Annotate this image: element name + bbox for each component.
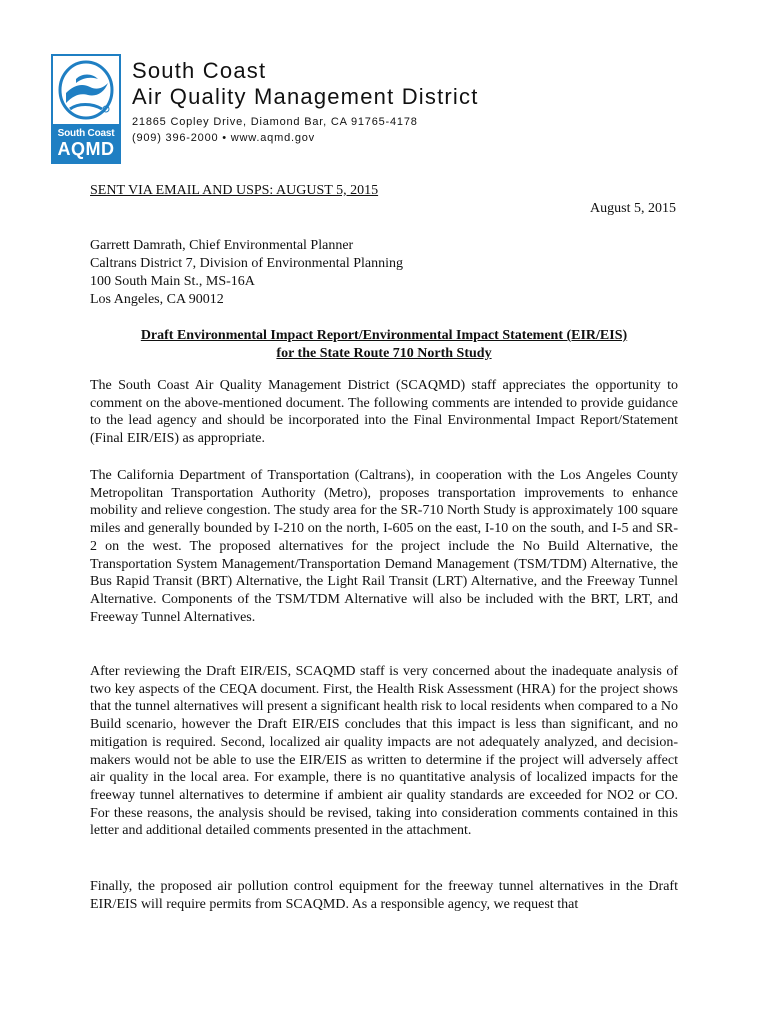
- body-paragraph: Finally, the proposed air pollution control equipment for the freeway tunnel alternatives in the Draft EIR/EIS will require permits from SCAQMD. As a responsible agency, we request that: [90, 879, 678, 912]
- logo-line2: AQMD: [57, 139, 115, 159]
- body-paragraph: After reviewing the Draft EIR/EIS, SCAQMD staff is very concerned about the inadequate analysis of two key aspects of the CEQA document. First, the Health Risk Assessment (HRA) for the project shows that the tunnel alternatives will present a significant health risk to local residents when compared to a No Build scenario, however the Draft EIR/EIS concludes that this impact is less than significant, and no mitigation is required. Second, localized air quality impacts are not adequately analyzed, and decision-makers would not be able to use the EIR/EIS as written to determine if the project will adversely affect air quality in the local area. For example, there is no quantitative analysis of localized impacts for the freeway tunnel alternatives to determine if ambient air quality standards are exceeded for NO2 or CO. For these reasons, the analysis should be revised, taking into consideration comments contained in this letter and additional detailed comments presented in the attachment.: [90, 664, 678, 839]
- org-name-line1: South Coast: [132, 58, 267, 83]
- org-block: [132, 58, 479, 146]
- letter-date: August 5, 2015: [590, 201, 676, 216]
- recipient-address: [90, 237, 403, 309]
- body-paragraph: The California Department of Transportation (Caltrans), in cooperation with the Los Angeles County Metropolitan Transportation Authority (Metro), proposes transportation improvements to enhance mobility and relieve congestion. The study area for the SR-710 North Study is approximately 100 square miles and generally bounded by I-210 on the north, I-605 on the east, I-10 on the south, and I-5 and SR-2 on the west. The proposed alternatives for the project include the No Build Alternative, the Transportation System Management/Transportation Demand Management (TSM/TDM) Alternative, the Bus Rapid Transit (BRT) Alternative, the Light Rail Transit (LRT) Alternative, and the Freeway Tunnel Alternative. Components of the TSM/TDM Alternative will also be included with the BRT, LRT, and Freeway Tunnel Alternatives.: [90, 468, 678, 625]
- logo-emblem: [51, 54, 121, 126]
- subject-line2: for the State Route 710 North Study: [276, 346, 492, 361]
- org-address: 21865 Copley Drive, Diamond Bar, CA 91765-4178: [132, 116, 418, 128]
- recipient-line: Los Angeles, CA 90012: [90, 292, 224, 307]
- org-contact: (909) 396-2000 • www.aqmd.gov: [132, 132, 315, 144]
- letter-subject: [90, 327, 678, 363]
- org-name-line2: Air Quality Management District: [132, 84, 479, 109]
- bird-sun-icon: [56, 59, 116, 121]
- aqmd-logo: [51, 54, 121, 164]
- logo-line1: South Coast: [57, 128, 115, 139]
- recipient-line: Garrett Damrath, Chief Environmental Planner: [90, 238, 354, 253]
- sent-line: SENT VIA EMAIL AND USPS: AUGUST 5, 2015: [90, 183, 379, 198]
- recipient-line: 100 South Main St., MS-16A: [90, 274, 255, 289]
- logo-wordmark: [51, 126, 121, 164]
- subject-line1: Draft Environmental Impact Report/Environmental Impact Statement (EIR/EIS): [140, 328, 628, 343]
- recipient-line: Caltrans District 7, Division of Environmental Planning: [90, 256, 404, 271]
- body-paragraph: The South Coast Air Quality Management District (SCAQMD) staff appreciates the opportunity to comment on the above-mentioned document. The following comments are intended to provide guidance to the lead agency and should be incorporated into the Final Environmental Impact Report/Statement (Final EIR/EIS) as appropriate.: [90, 378, 678, 447]
